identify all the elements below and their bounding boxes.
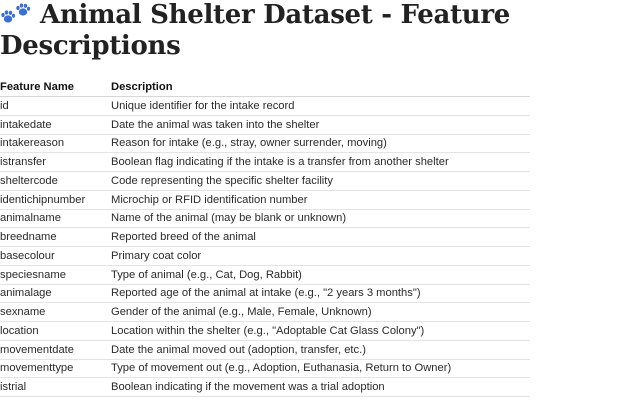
table-row [0,378,530,397]
page-title-text: Animal Shelter Dataset - Feature Descriptions [0,0,510,61]
feature-name-cell: location [0,322,111,341]
feature-description-cell: Date the animal moved out (adoption, transfer, etc.) [111,340,530,359]
table-row [0,303,530,322]
paw-prints-icon [0,0,34,26]
feature-name-cell: basecolour [0,247,111,266]
feature-name-cell: animalage [0,284,111,303]
feature-table [0,78,530,397]
feature-description-cell: Reason for intake (e.g., stray, owner surrender, moving) [111,134,530,153]
feature-name-cell: movementdate [0,340,111,359]
column-header-description: Description [111,78,530,97]
feature-description-cell: Name of the animal (may be blank or unknown) [111,209,530,228]
feature-name-cell: id [0,97,111,116]
feature-description-cell: Boolean flag indicating if the intake is a transfer from another shelter [111,153,530,172]
table-row [0,153,530,172]
feature-description-cell: Microchip or RFID identification number [111,190,530,209]
table-row [0,134,530,153]
feature-name-cell: istransfer [0,153,111,172]
table-row [0,209,530,228]
table-row [0,190,530,209]
feature-name-cell: intakereason [0,134,111,153]
feature-name-cell: intakedate [0,115,111,134]
table-row [0,115,530,134]
table-row [0,322,530,341]
feature-name-cell: breedname [0,228,111,247]
feature-name-cell: identichipnumber [0,190,111,209]
table-row [0,284,530,303]
feature-description-cell: Location within the shelter (e.g., "Adoptable Cat Glass Colony") [111,322,530,341]
feature-description-cell: Reported breed of the animal [111,228,530,247]
table-row [0,359,530,378]
feature-name-cell: speciesname [0,265,111,284]
feature-name-cell: sexname [0,303,111,322]
column-header-feature-name: Feature Name [0,78,111,97]
feature-description-cell: Primary coat color [111,247,530,266]
feature-description-cell: Unique identifier for the intake record [111,97,530,116]
table-row [0,97,530,116]
feature-description-cell: Code representing the specific shelter facility [111,172,530,191]
feature-description-cell: Date the animal was taken into the shelter [111,115,530,134]
feature-description-cell: Gender of the animal (e.g., Male, Female, Unknown) [111,303,530,322]
table-row [0,247,530,266]
table-header-row [0,78,530,97]
page-title [0,0,620,62]
feature-name-cell: istrial [0,378,111,397]
feature-name-cell: animalname [0,209,111,228]
feature-description-cell: Boolean indicating if the movement was a trial adoption [111,378,530,397]
table-row [0,265,530,284]
feature-name-cell: movementtype [0,359,111,378]
table-row [0,172,530,191]
feature-description-cell: Reported age of the animal at intake (e.g., "2 years 3 months") [111,284,530,303]
feature-description-cell: Type of movement out (e.g., Adoption, Euthanasia, Return to Owner) [111,359,530,378]
feature-description-cell: Type of animal (e.g., Cat, Dog, Rabbit) [111,265,530,284]
table-row [0,228,530,247]
table-row [0,340,530,359]
feature-name-cell: sheltercode [0,172,111,191]
